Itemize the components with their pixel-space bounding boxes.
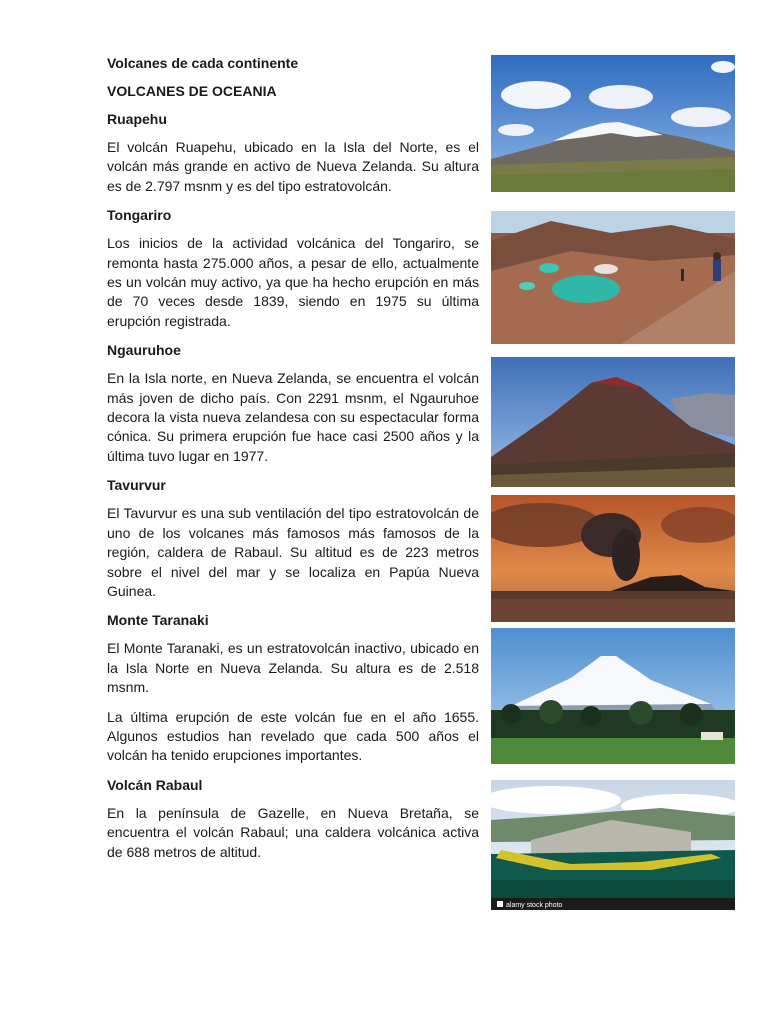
tongariro-photo [491,211,735,344]
volcano-paragraph: El Monte Taranaki, es un estratovolcán inactivo, ubicado en la Isla Norte en Nueva Zelanda. Su altura es de 2.518 msnm. [107,640,479,696]
volcano-paragraph: Los inicios de la actividad volcánica del Tongariro, se remonta hasta 275.000 años, a pesar de ello, actualmente es un volcán muy activo, ya que ha hecho erupción en más de 70 veces desde 1839, siendo en 1975 su última erupción registrada. [107,235,479,329]
watermark-text: alamy stock photo [506,902,563,909]
ngauruhoe-photo [491,357,735,487]
volcano-heading: Ngauruhoe [107,342,181,359]
volcano-section-ngauruhoe [107,341,479,466]
ruapehu-photo [491,55,735,192]
volcano-heading: Ruapehu [107,111,167,127]
volcano-heading: Monte Taranaki [107,612,209,629]
tavurvur-photo [491,495,735,622]
volcano-section-tongariro [107,206,479,331]
volcano-paragraph: El Tavurvur es una sub ventilación del tipo estratovolcán de uno de los volcanes más famosos más famosos de la región, caldera de Rabaul. Su altitud es de 223 metros sobre el nivel del mar y se localiza en Papúa Nueva Guinea. [107,505,479,599]
volcano-paragraph: En la Isla norte, en Nueva Zelanda, se encuentra el volcán más joven de dicho país. Con 2291 msnm, el Ngauruhoe decora la vista nueva zelandesa con su espectacular forma cónica. Su primera erupción fue hace casi 2500 años y la última tuvo lugar en 1977. [107,370,479,464]
document-title: Volcanes de cada continente [107,55,299,71]
document-text-column [107,54,479,872]
volcano-heading: Tongariro [107,207,172,224]
section-title: VOLCANES DE OCEANIA [107,83,277,99]
volcano-heading: Tavurvur [107,477,166,494]
volcano-paragraph: La última erupción de este volcán fue en el año 1655. Algunos estudios han revelado que cada 500 años el volcán ha tenido erupciones importantes. [107,708,479,764]
volcano-heading: Volcán Rabaul [107,776,203,793]
volcano-section-rabaul [107,776,479,862]
taranaki-photo [491,628,735,764]
volcano-section-ruapehu [107,110,479,196]
volcano-section-taranaki [107,611,479,765]
volcano-paragraph: El volcán Ruapehu, ubicado en la Isla del Norte, es el volcán más grande en activo de Nueva Zelanda. Su altura es de 2.797 msnm y es del tipo estratovolcán. [107,139,479,194]
rabaul-photo [491,780,735,910]
volcano-paragraph: En la península de Gazelle, en Nueva Bretaña, se encuentra el volcán Rabaul; una caldera volcánica activa de 688 metros de altitud. [107,804,479,860]
volcano-section-tavurvur [107,476,479,601]
